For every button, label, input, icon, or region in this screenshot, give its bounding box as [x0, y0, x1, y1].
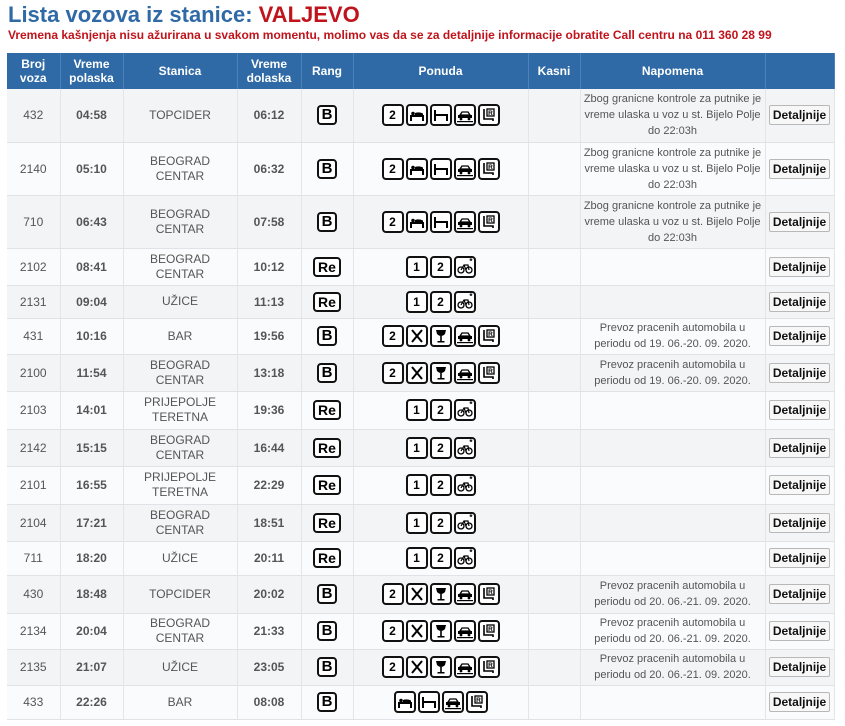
offer-icons [353, 248, 528, 285]
arrival-time: 07:58 [237, 195, 301, 248]
rank-badge: Re [313, 400, 341, 420]
rank-badge: B [317, 105, 338, 125]
note-cell [580, 285, 765, 318]
details-cell [765, 248, 834, 285]
bicycle-icon: * [454, 256, 476, 278]
bar-icon [430, 583, 452, 605]
note-cell: Prevoz pracenih automobila u periodu od 20. 06.-21. 09. 2020. [580, 575, 765, 613]
details-cell [765, 391, 834, 429]
table-row [7, 142, 834, 195]
rank-cell [301, 613, 353, 649]
seat2-icon: 2 [430, 474, 452, 496]
rank-badge: B [317, 584, 338, 604]
departure-time: 21:07 [60, 649, 123, 685]
car-transport-icon [454, 104, 476, 126]
arrival-time: 20:11 [237, 541, 301, 575]
delay-cell [528, 429, 580, 466]
couchette-icon [430, 104, 452, 126]
sleeper-icon [406, 158, 428, 180]
seat2-icon: 2 [430, 512, 452, 534]
train-number: 2131 [7, 285, 60, 318]
departure-time: 17:21 [60, 504, 123, 541]
seat1-icon: 1 [406, 437, 428, 459]
arrival-time: 08:08 [237, 685, 301, 719]
details-button[interactable]: Detaljnije [769, 692, 830, 712]
arrival-time: 06:12 [237, 89, 301, 142]
bicycle-icon: * [454, 291, 476, 313]
rank-badge: Re [313, 257, 341, 277]
details-cell [765, 195, 834, 248]
destination-station: TOPCIDER [123, 575, 237, 613]
delay-cell [528, 613, 580, 649]
train-number: 2102 [7, 248, 60, 285]
destination-station: PRIJEPOLJE TERETNA [123, 391, 237, 429]
table-row [7, 89, 834, 142]
destination-station: BEOGRAD CENTAR [123, 142, 237, 195]
details-button[interactable]: Detaljnije [769, 657, 830, 677]
bar-icon [430, 325, 452, 347]
departure-time: 10:16 [60, 318, 123, 354]
arrival-time: 06:32 [237, 142, 301, 195]
table-header-row [7, 53, 834, 89]
station-name: VALJEVO [258, 2, 360, 27]
reservation-icon [478, 158, 500, 180]
details-button[interactable]: Detaljnije [769, 212, 830, 232]
departure-time: 16:55 [60, 466, 123, 504]
details-cell [765, 318, 834, 354]
delay-cell [528, 318, 580, 354]
seat1-icon: 1 [406, 399, 428, 421]
bicycle-icon: * [454, 437, 476, 459]
destination-station: BEOGRAD CENTAR [123, 248, 237, 285]
train-number: 2135 [7, 649, 60, 685]
rank-cell [301, 195, 353, 248]
rank-cell [301, 285, 353, 318]
rank-badge: Re [313, 513, 341, 533]
couchette-icon [430, 158, 452, 180]
rank-badge: B [317, 159, 338, 179]
svg-text:R: R [487, 589, 493, 596]
seat1-icon: 1 [406, 512, 428, 534]
train-number: 2100 [7, 354, 60, 391]
reservation-icon [466, 691, 488, 713]
table-row [7, 575, 834, 613]
train-number: 432 [7, 89, 60, 142]
arrival-time: 19:56 [237, 318, 301, 354]
departures-table [7, 53, 835, 720]
destination-station: BEOGRAD CENTAR [123, 354, 237, 391]
delay-cell [528, 391, 580, 429]
page-title [8, 2, 360, 28]
details-button[interactable]: Detaljnije [769, 292, 830, 312]
sleeper-icon [394, 691, 416, 713]
car-transport-icon [454, 620, 476, 642]
arrival-time: 16:44 [237, 429, 301, 466]
rank-cell [301, 429, 353, 466]
offer-icons [353, 613, 528, 649]
table-row [7, 318, 834, 354]
departure-time: 18:48 [60, 575, 123, 613]
note-cell [580, 685, 765, 719]
details-button[interactable]: Detaljnije [769, 584, 830, 604]
table-row [7, 685, 834, 719]
delay-cell [528, 575, 580, 613]
departure-time: 14:01 [60, 391, 123, 429]
departure-time: 06:43 [60, 195, 123, 248]
restaurant-icon [406, 620, 428, 642]
destination-station: BAR [123, 685, 237, 719]
rank-badge: Re [313, 438, 341, 458]
departure-time: 04:58 [60, 89, 123, 142]
seat2-icon: 2 [382, 158, 404, 180]
car-transport-icon [454, 158, 476, 180]
rank-cell [301, 504, 353, 541]
arrival-time: 21:33 [237, 613, 301, 649]
rank-cell [301, 575, 353, 613]
destination-station: BEOGRAD CENTAR [123, 429, 237, 466]
details-button[interactable]: Detaljnije [769, 621, 830, 641]
delay-cell [528, 195, 580, 248]
rank-cell [301, 248, 353, 285]
rank-badge: Re [313, 292, 341, 312]
note-cell [580, 504, 765, 541]
arrival-time: 23:05 [237, 649, 301, 685]
table-row [7, 429, 834, 466]
reservation-icon [478, 656, 500, 678]
col-header-arrival: Vreme dolaska [237, 53, 301, 89]
delay-cell [528, 354, 580, 391]
arrival-time: 22:29 [237, 466, 301, 504]
rank-cell [301, 685, 353, 719]
note-cell [580, 466, 765, 504]
arrival-time: 19:36 [237, 391, 301, 429]
destination-station: TOPCIDER [123, 89, 237, 142]
train-number: 430 [7, 575, 60, 613]
seat2-icon: 2 [430, 547, 452, 569]
table-row [7, 649, 834, 685]
details-cell [765, 142, 834, 195]
departure-time: 05:10 [60, 142, 123, 195]
details-button[interactable]: Detaljnije [769, 326, 830, 346]
note-cell: Prevoz pracenih automobila u periodu od 19. 06.-20. 09. 2020. [580, 354, 765, 391]
bicycle-icon: * [454, 512, 476, 534]
details-button[interactable]: Detaljnije [769, 513, 830, 533]
departure-time: 08:41 [60, 248, 123, 285]
offer-icons [353, 541, 528, 575]
train-number: 710 [7, 195, 60, 248]
rank-cell [301, 89, 353, 142]
offer-icons [353, 285, 528, 318]
train-number: 2140 [7, 142, 60, 195]
details-cell [765, 89, 834, 142]
col-header-departure: Vreme polaska [60, 53, 123, 89]
restaurant-icon [406, 362, 428, 384]
details-cell [765, 429, 834, 466]
details-cell [765, 354, 834, 391]
rank-badge: B [317, 212, 338, 232]
train-number: 2101 [7, 466, 60, 504]
destination-station: BEOGRAD CENTAR [123, 195, 237, 248]
offer-icons [353, 466, 528, 504]
reservation-icon [478, 362, 500, 384]
train-number: 2142 [7, 429, 60, 466]
restaurant-icon [406, 583, 428, 605]
arrival-time: 20:02 [237, 575, 301, 613]
seat2-icon: 2 [382, 104, 404, 126]
destination-station: UŽICE [123, 541, 237, 575]
delay-cell [528, 285, 580, 318]
note-cell: Zbog granicne kontrole za putnike je vreme ulaska u voz u st. Bijelo Polje do 22:03h [580, 195, 765, 248]
delay-notice: Vremena kašnjenja nisu ažurirana u svakom momentu, molimo vas da se za detaljnije informacije obratite Call centru na 011 360 28 99 [8, 28, 772, 42]
car-transport-icon [454, 583, 476, 605]
details-button[interactable]: Detaljnije [769, 400, 830, 420]
rank-badge: B [317, 326, 338, 346]
offer-icons [353, 89, 528, 142]
col-header-station: Stanica [123, 53, 237, 89]
departure-time: 18:20 [60, 541, 123, 575]
delay-cell [528, 248, 580, 285]
col-header-delay: Kasni [528, 53, 580, 89]
details-button[interactable]: Detaljnije [769, 363, 830, 383]
details-button[interactable]: Detaljnije [769, 438, 830, 458]
offer-icons [353, 649, 528, 685]
departure-time: 11:54 [60, 354, 123, 391]
svg-text:R: R [487, 163, 493, 171]
svg-text:R: R [487, 110, 493, 118]
rank-badge: B [317, 692, 338, 712]
svg-text:R: R [487, 626, 493, 633]
car-transport-icon [454, 656, 476, 678]
bar-icon [430, 656, 452, 678]
seat2-icon: 2 [382, 362, 404, 384]
delay-cell [528, 649, 580, 685]
reservation-icon [478, 325, 500, 347]
delay-cell [528, 142, 580, 195]
offer-icons [353, 685, 528, 719]
delay-cell [528, 504, 580, 541]
details-cell [765, 613, 834, 649]
page-title-prefix: Lista vozova iz stanice: [8, 2, 259, 27]
details-button[interactable]: Detaljnije [769, 475, 830, 495]
rank-cell [301, 391, 353, 429]
destination-station: PRIJEPOLJE TERETNA [123, 466, 237, 504]
delay-cell [528, 685, 580, 719]
seat2-icon: 2 [382, 656, 404, 678]
train-number: 2134 [7, 613, 60, 649]
departure-time: 22:26 [60, 685, 123, 719]
offer-icons [353, 504, 528, 541]
delay-cell [528, 89, 580, 142]
arrival-time: 18:51 [237, 504, 301, 541]
seat2-icon: 2 [430, 291, 452, 313]
delay-cell [528, 541, 580, 575]
table-row [7, 504, 834, 541]
departure-time: 15:15 [60, 429, 123, 466]
note-cell [580, 248, 765, 285]
arrival-time: 10:12 [237, 248, 301, 285]
col-header-offer: Ponuda [353, 53, 528, 89]
rank-cell [301, 649, 353, 685]
reservation-icon [478, 104, 500, 126]
note-cell [580, 391, 765, 429]
destination-station: UŽICE [123, 285, 237, 318]
car-transport-icon [454, 325, 476, 347]
details-cell [765, 685, 834, 719]
table-row [7, 248, 834, 285]
offer-icons [353, 354, 528, 391]
car-transport-icon [454, 211, 476, 233]
sleeper-icon [406, 211, 428, 233]
col-header-train-number: Broj voza [7, 53, 60, 89]
table-row [7, 285, 834, 318]
seat1-icon: 1 [406, 291, 428, 313]
reservation-icon [478, 583, 500, 605]
bicycle-icon: * [454, 547, 476, 569]
offer-icons [353, 575, 528, 613]
seat2-icon: 2 [382, 583, 404, 605]
train-number: 711 [7, 541, 60, 575]
note-cell: Prevoz pracenih automobila u periodu od 19. 06.-20. 09. 2020. [580, 318, 765, 354]
arrival-time: 13:18 [237, 354, 301, 391]
bar-icon [430, 362, 452, 384]
destination-station: UŽICE [123, 649, 237, 685]
details-button[interactable]: Detaljnije [769, 257, 830, 277]
train-number: 2104 [7, 504, 60, 541]
bar-icon [430, 620, 452, 642]
reservation-icon [478, 620, 500, 642]
train-number: 433 [7, 685, 60, 719]
seat2-icon: 2 [430, 399, 452, 421]
departure-time: 20:04 [60, 613, 123, 649]
bicycle-icon: * [454, 399, 476, 421]
svg-text:R: R [487, 216, 493, 224]
rank-badge: B [317, 363, 338, 383]
seat2-icon: 2 [430, 437, 452, 459]
col-header-note: Napomena [580, 53, 765, 89]
details-button[interactable]: Detaljnije [769, 105, 830, 125]
details-cell [765, 541, 834, 575]
table-row [7, 391, 834, 429]
bicycle-icon: * [454, 474, 476, 496]
table-row [7, 354, 834, 391]
rank-cell [301, 466, 353, 504]
note-cell: Prevoz pracenih automobila u periodu od 20. 06.-21. 09. 2020. [580, 649, 765, 685]
destination-station: BAR [123, 318, 237, 354]
seat2-icon: 2 [382, 211, 404, 233]
details-cell [765, 649, 834, 685]
details-button[interactable]: Detaljnije [769, 159, 830, 179]
svg-text:R: R [475, 697, 481, 704]
col-header-actions [765, 53, 834, 89]
table-row [7, 541, 834, 575]
departure-time: 09:04 [60, 285, 123, 318]
note-cell [580, 429, 765, 466]
note-cell: Prevoz pracenih automobila u periodu od 20. 06.-21. 09. 2020. [580, 613, 765, 649]
sleeper-icon [406, 104, 428, 126]
rank-badge: B [317, 657, 338, 677]
rank-cell [301, 318, 353, 354]
details-cell [765, 466, 834, 504]
destination-station: BEOGRAD CENTAR [123, 504, 237, 541]
details-cell [765, 575, 834, 613]
seat2-icon: 2 [382, 620, 404, 642]
rank-badge: Re [313, 548, 341, 568]
offer-icons [353, 142, 528, 195]
seat1-icon: 1 [406, 474, 428, 496]
couchette-icon [430, 211, 452, 233]
reservation-icon [478, 211, 500, 233]
offer-icons [353, 195, 528, 248]
note-cell [580, 541, 765, 575]
seat2-icon: 2 [430, 256, 452, 278]
svg-text:R: R [487, 662, 493, 669]
rank-badge: Re [313, 475, 341, 495]
svg-text:R: R [487, 331, 493, 338]
arrival-time: 11:13 [237, 285, 301, 318]
col-header-rank: Rang [301, 53, 353, 89]
rank-badge: B [317, 621, 338, 641]
rank-cell [301, 541, 353, 575]
delay-cell [528, 466, 580, 504]
details-cell [765, 285, 834, 318]
car-transport-icon [442, 691, 464, 713]
svg-text:R: R [487, 367, 493, 375]
train-number: 2103 [7, 391, 60, 429]
destination-station: BEOGRAD CENTAR [123, 613, 237, 649]
offer-icons [353, 429, 528, 466]
seat2-icon: 2 [382, 325, 404, 347]
seat1-icon: 1 [406, 547, 428, 569]
couchette-icon [418, 691, 440, 713]
note-cell: Zbog granicne kontrole za putnike je vreme ulaska u voz u st. Bijelo Polje do 22:03h [580, 89, 765, 142]
seat1-icon: 1 [406, 256, 428, 278]
details-cell [765, 504, 834, 541]
rank-cell [301, 354, 353, 391]
restaurant-icon [406, 325, 428, 347]
train-number: 431 [7, 318, 60, 354]
table-row [7, 466, 834, 504]
table-row [7, 613, 834, 649]
note-cell: Zbog granicne kontrole za putnike je vreme ulaska u voz u st. Bijelo Polje do 22:03h [580, 142, 765, 195]
offer-icons [353, 391, 528, 429]
rank-cell [301, 142, 353, 195]
restaurant-icon [406, 656, 428, 678]
details-button[interactable]: Detaljnije [769, 548, 830, 568]
car-transport-icon [454, 362, 476, 384]
offer-icons [353, 318, 528, 354]
table-row [7, 195, 834, 248]
